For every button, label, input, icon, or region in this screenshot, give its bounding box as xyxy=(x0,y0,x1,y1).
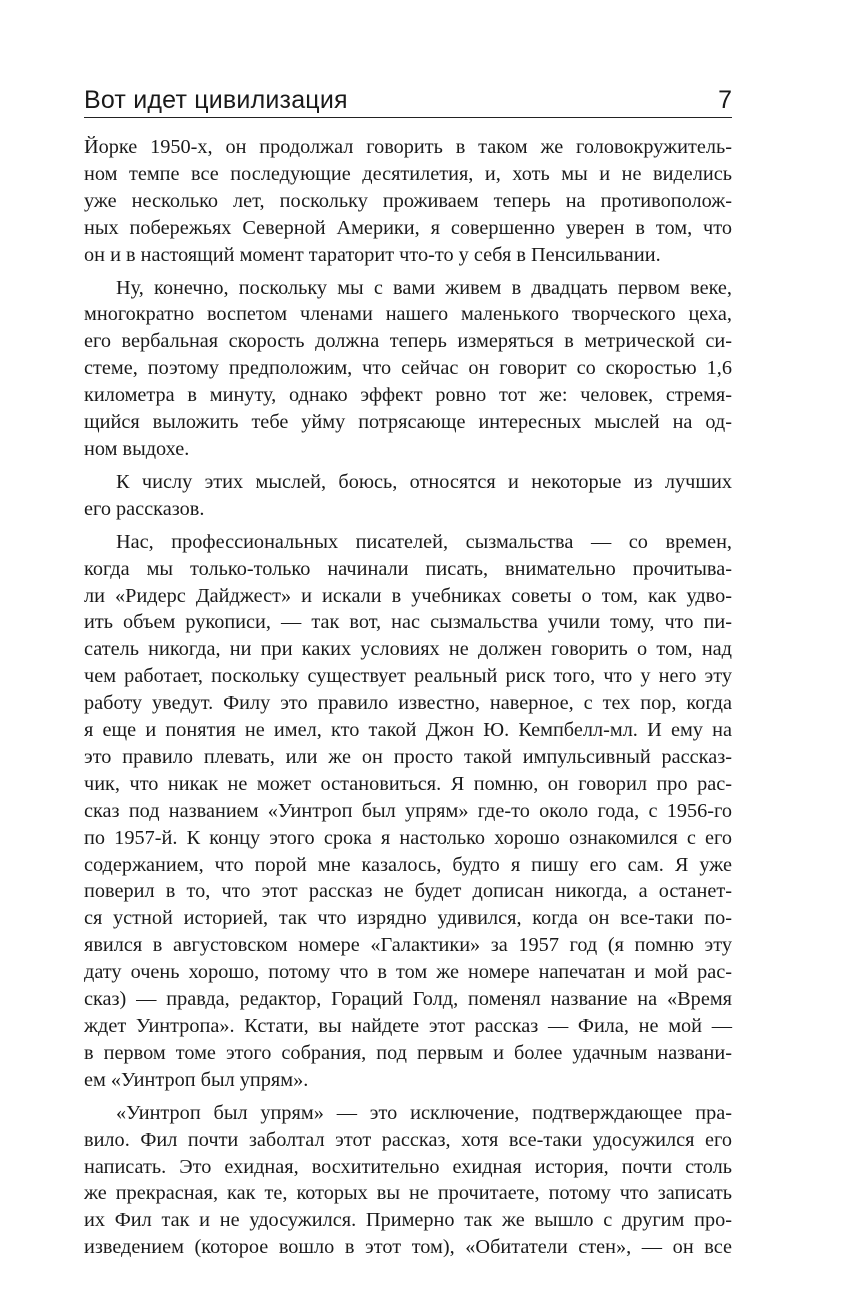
text-line: дату очень хорошо, потому что в том же номере напечатан и мой рас- xyxy=(84,961,732,984)
text-line: он и в настоящий момент тараторит что-то у себя в Пенсильвании. xyxy=(84,243,661,266)
text-line: вило. Фил почти заболтал этот рассказ, хотя все-таки удосужился его xyxy=(84,1128,732,1151)
paragraph xyxy=(84,134,732,269)
text-line: содержанием, что порой мне казалось, будто я пишу его сам. Я уже xyxy=(84,853,732,876)
text-line: изведением (которое вошло в этот том), «Обитатели стен», — он все xyxy=(84,1236,732,1259)
text-line: поверил в то, что этот рассказ не будет дописан никогда, а останет- xyxy=(84,880,732,903)
text-line: работу уведут. Филу это правило известно, наверное, с тех пор, когда xyxy=(84,692,732,715)
text-line: сказ под названием «Уинтроп был упрям» где-то около года, с 1956-го xyxy=(84,799,732,822)
text-line: щийся выложить тебе уйму потрясающе интересных мыслей на од- xyxy=(84,411,732,434)
running-title: Вот идет цивилизация xyxy=(84,86,348,114)
text-line: я еще и понятия не имел, кто такой Джон Ю. Кемпбелл-мл. И ему на xyxy=(84,719,732,742)
text-line: ном выдохе. xyxy=(84,437,190,460)
text-line: это правило плевать, или же он просто такой импульсивный рассказ- xyxy=(84,745,732,768)
text-line: написать. Это ехидная, восхитительно ехидная история, почти столь xyxy=(84,1155,732,1178)
text-line: стеме, поэтому предположим, что сейчас он говорит со скоростью 1,6 xyxy=(84,357,732,380)
text-line: сатель никогда, ни при каких условиях не должен говорить о том, над xyxy=(84,638,732,661)
body-text xyxy=(84,134,732,1261)
text-line: К числу этих мыслей, боюсь, относятся и некоторые из лучших xyxy=(116,470,732,493)
paragraph xyxy=(84,469,732,523)
text-line: чик, что никак не может остановиться. Я помню, он говорил про рас- xyxy=(84,772,732,795)
text-line: их Фил так и не удосужился. Примерно так же вышло с другим про- xyxy=(84,1209,732,1232)
text-line: многократно воспетом членами нашего маленького творческого цеха, xyxy=(84,303,732,326)
paragraph xyxy=(84,275,732,463)
text-line: же прекрасная, как те, которых вы не прочитаете, потому что записать xyxy=(84,1182,732,1205)
text-line: ных побережьях Северной Америки, я совершенно уверен в том, что xyxy=(84,216,732,239)
running-header xyxy=(84,86,732,118)
text-line: ли «Ридерс Дайджест» и искали в учебниках советы о том, как удво- xyxy=(84,584,732,607)
text-line: ждет Уинтропа». Кстати, вы найдете этот рассказ — Фила, не мой — xyxy=(84,1015,732,1037)
text-line: когда мы только-только начинали писать, внимательно прочитыва- xyxy=(84,557,732,580)
text-line: Йорке 1950-х, он продолжал говорить в таком же головокружитель- xyxy=(84,136,732,158)
text-line: его вербальная скорость должна теперь измеряться в метрической си- xyxy=(84,330,732,353)
text-line: в первом томе этого собрания, под первым и более удачным названи- xyxy=(84,1041,732,1064)
text-line: сказ) — правда, редактор, Гораций Голд, поменял название на «Время xyxy=(84,988,732,1011)
text-line: ся устной историей, так что изрядно удивился, когда он все-таки по- xyxy=(84,907,732,930)
text-line: Нас, профессиональных писателей, сызмальства — со времен, xyxy=(116,530,732,553)
text-line: километра в минуту, однако эффект ровно тот же: человек, стремя- xyxy=(84,384,732,407)
text-line: по 1957-й. К концу этого срока я настолько хорошо ознакомился с его xyxy=(84,826,732,849)
book-page xyxy=(84,86,732,1261)
text-line: его рассказов. xyxy=(84,497,205,520)
text-line: «Уинтроп был упрям» — это исключение, подтверждающее пра- xyxy=(116,1101,732,1124)
text-line: Ну, конечно, поскольку мы с вами живем в двадцать первом веке, xyxy=(116,276,732,299)
text-line: чем работает, поскольку существует реальный риск того, что у него эту xyxy=(84,665,732,688)
text-line: явился в августовском номере «Галактики» за 1957 год (я помню эту xyxy=(84,934,732,957)
paragraph xyxy=(84,1100,732,1261)
text-line: уже несколько лет, поскольку проживаем теперь на противополож- xyxy=(84,189,732,212)
page-number: 7 xyxy=(718,86,732,114)
paragraph xyxy=(84,529,732,1094)
text-line: ить объем рукописи, — так вот, нас сызмальства учили тому, что пи- xyxy=(84,611,732,634)
text-line: ном темпе все последующие десятилетия, и, хоть мы и не виделись xyxy=(84,162,732,185)
text-line: ем «Уинтроп был упрям». xyxy=(84,1068,309,1091)
